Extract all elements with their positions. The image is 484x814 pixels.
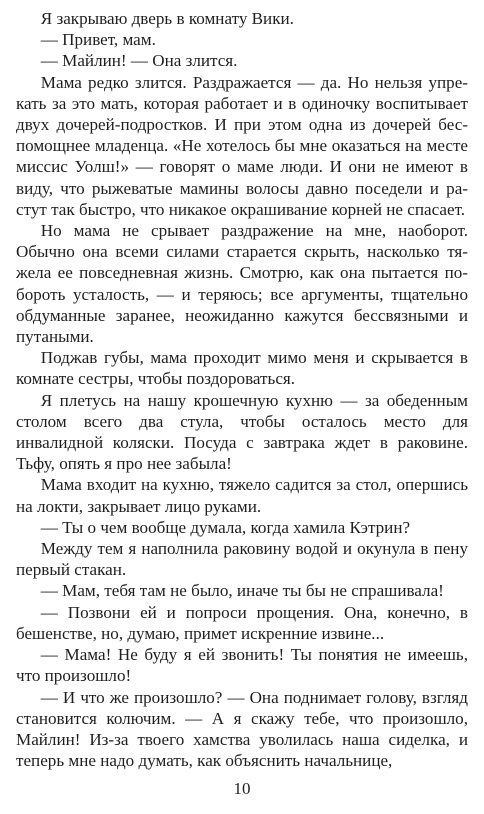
paragraph-14: — И что же произошло? — Она поднимает голову, взгляд становится колючим. — А я скажу тебе, что произошло, Майлин! Из-за твоего хамства уволилась наша сиделка, и теперь мне надо думать, как объяснить начальнице, — [16, 687, 468, 771]
paragraph-9: — Ты о чем вообще думала, когда хамила Кэтрин? — [40, 517, 411, 537]
page-number: 10 — [233, 779, 251, 798]
paragraph-13: — Мама! Не буду я ей звонить! Ты понятия не имеешь, что произошло! — [16, 645, 468, 686]
paragraph-2: — Привет, мам. — [40, 30, 156, 50]
paragraph-11: — Мам, тебя там не было, иначе ты бы не спрашивала! — [40, 581, 444, 601]
paragraph-12: — Позвони ей и попроси прощения. Она, конечно, в бешенстве, но, думаю, примет искренние извине... — [16, 602, 468, 643]
paragraph-5: Но мама не срывает раздражение на мне, наоборот. Обычно она всеми силами старается скрыть, насколько тяжела ее повседневная жизнь. Смотрю, как она пытается побороть усталость, — и теряюсь; все аргументы, тщательно обдуманные заранее, неожиданно кажутся бессвязными и путаными. — [16, 221, 468, 347]
paragraph-3: — Майлин! — Она злится. — [40, 51, 238, 71]
paragraph-1: Я закрываю дверь в комнату Вики. — [40, 9, 294, 28]
paragraph-7: Я плетусь на нашу крошечную кухню — за обеденным столом всего два стула, чтобы осталось место для инвалидной коляски. Посуда с завтрака ждет в раковине. Тьфу, опять я про нее забыла! — [16, 390, 468, 474]
text-block — [16, 8, 468, 771]
paragraph-8: Мама входит на кухню, тяжело садится за стол, опершись на локти, закрывает лицо руками. — [16, 475, 468, 516]
paragraph-6: Поджав губы, мама проходит мимо меня и скрывается в комнате сестры, чтобы поздороваться. — [16, 348, 468, 389]
paragraph-4: Мама редко злится. Раздражается — да. Но нельзя упрекать за это мать, которая работает и в одиночку воспитывает двух дочерей-подростков. И при этом одна из дочерей беспомощнее младенца. «Не хотелось бы мне оказаться на месте миссис Уолш!» — говорят о маме люди. И они не имеют в виду, что рыжеватые мамины волосы давно поседели и растут так быстро, что никакое окрашивание корней не спасает. — [16, 72, 468, 219]
paragraph-10: Между тем я наполнила раковину водой и окунула в пену первый стакан. — [16, 539, 468, 580]
